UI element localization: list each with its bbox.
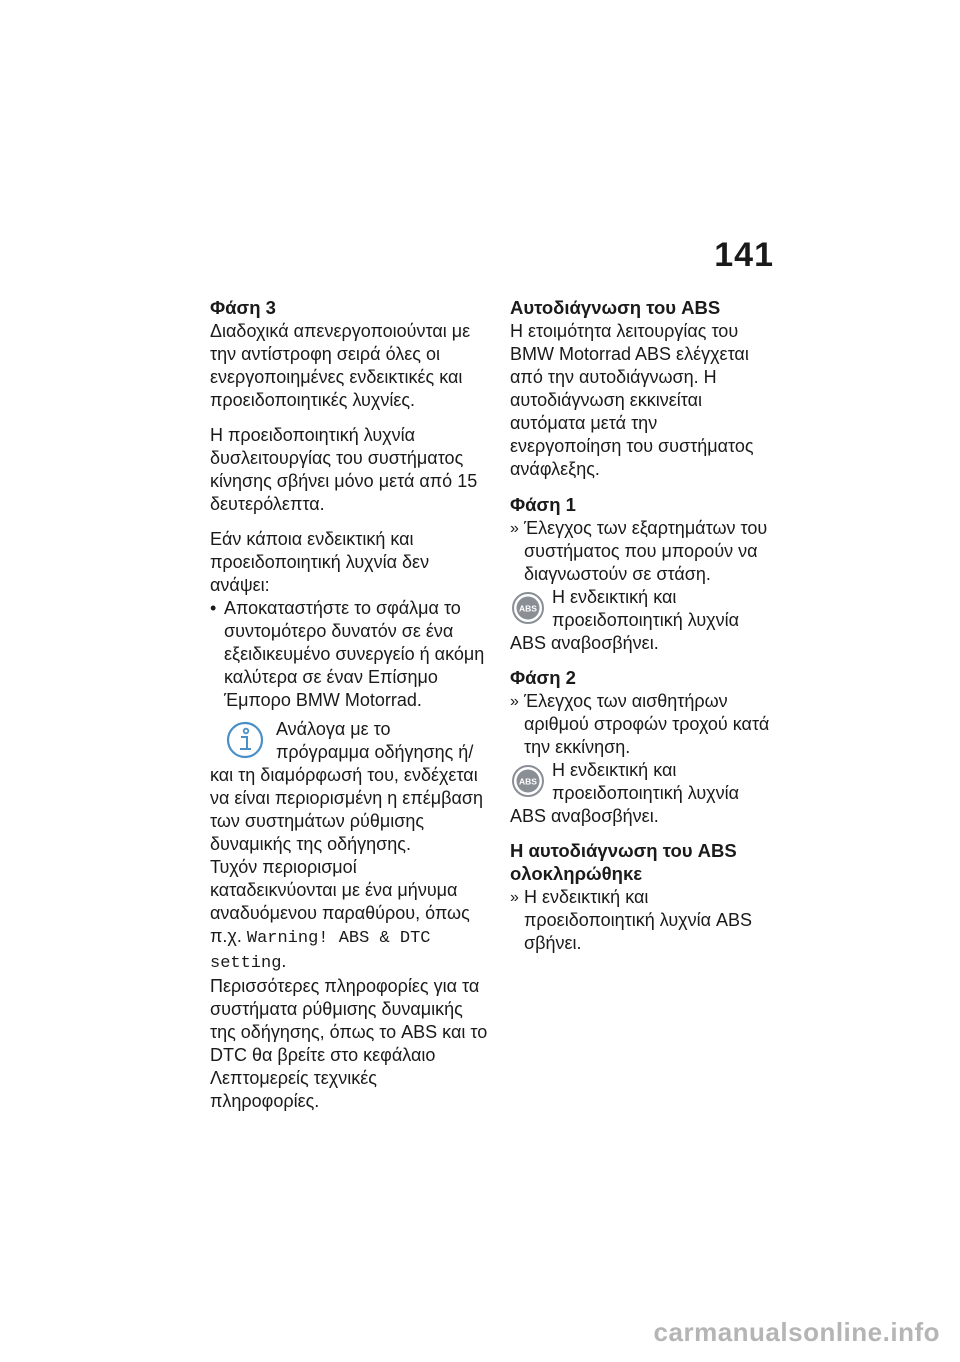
note-text-2: Τυχόν περιορισμοί καταδεικνύονται με ένα μήνυμα αναδυόμενου παραθύρου, όπως π.χ. Warning! ABS & DTC setting. [210,857,470,973]
right-column [510,296,772,955]
step-arrow-icon: » [510,889,519,906]
abs-warning-icon [510,590,546,626]
abs-diag-heading: Αυτοδιάγνωση του ABS [510,297,721,318]
phase3-text: Διαδοχικά απενεργοποιούνται με την αντίστροφη σειρά όλες οι ενεργοποιημένες ενδεικτικές και προειδοποιητικές λυχνίες. [210,321,471,410]
phase2-heading: Φάση 2 [510,667,576,688]
step-arrow-icon: » [510,693,519,710]
page-number: 141 [714,236,774,274]
phase2-step: » Έλεγχος των αισθητήρων αριθμού στροφών τροχού κατά την εκκίνηση. [510,691,770,757]
abs-done-step: » Η ενδεικτική και προειδοποιητική λυχνία ABS σβήνει. [510,887,753,953]
left-column [210,296,488,1113]
note-text-1: Ανάλογα με το πρόγραμμα οδήγησης ή/και τη διαμόρφωσή του, ενδέχεται να είναι περιορισμένη η επέμβαση των συστημάτων ρύθμισης δυναμικής της οδήγησης. [210,719,484,854]
abs-warning-icon [510,763,546,799]
watermark: carmanualsonline.info [653,1317,940,1347]
popup-message-code: Warning! ABS & DTC setting [210,929,431,973]
phase1-step: » Έλεγχος των εξαρτημάτων του συστήματος που μπορούν να διαγνωστούν σε στάση. [510,518,768,584]
info-icon [220,718,270,762]
phase1-heading: Φάση 1 [510,494,576,515]
step-arrow-icon: » [510,520,519,537]
if-text: Εάν κάποια ενδεικτική και προειδοποιητική λυχνία δεν ανάψει: [210,529,430,595]
note-text-3: Περισσότερες πληροφορίες για τα συστήματα ρύθμισης δυναμικής της οδήγησης, όπως το ABS και το DTC θα βρείτε στο κεφάλαιο Λεπτομερείς τεχνικές πληροφορίες. [210,976,488,1111]
abs-diag-text: Η ετοιμότητα λειτουργίας του BMW Motorrad ABS ελέγχεται από την αυτοδιάγνωση. Η αυτοδιάγνωση εκκινείται αυτόματα μετά την ενεργοποίηση του συστήματος ανάφλεξης. [510,321,754,479]
svg-text:ABS: ABS [519,603,537,614]
bullet-text: Αποκαταστήστε το σφάλμα το συντομότερο δυνατόν σε ένα εξειδικευμένο συνεργείο ή ακόμη καλύτερα σε έναν Επίσημο Έμπορο BMW Motorrad. [224,598,485,710]
svg-text:ABS: ABS [519,776,537,787]
warning-text: Η προειδοποιητική λυχνία δυσλειτουργίας του συστήματος κίνησης σβήνει μόνο μετά από 15 δευτερόλεπτα. [210,425,478,514]
bullet-item [210,597,488,712]
info-note [210,718,488,1113]
phase3-heading: Φάση 3 [210,297,276,318]
phase1-lamp-note: ABS Η ενδεικτική και προειδοποιητική λυχνία ABS αναβοσβήνει. [510,587,740,653]
abs-done-heading: Η αυτοδιάγνωση του ABS ολοκληρώθηκε [510,840,737,884]
phase2-lamp-note: ABS Η ενδεικτική και προειδοποιητική λυχνία ABS αναβοσβήνει. [510,760,740,826]
